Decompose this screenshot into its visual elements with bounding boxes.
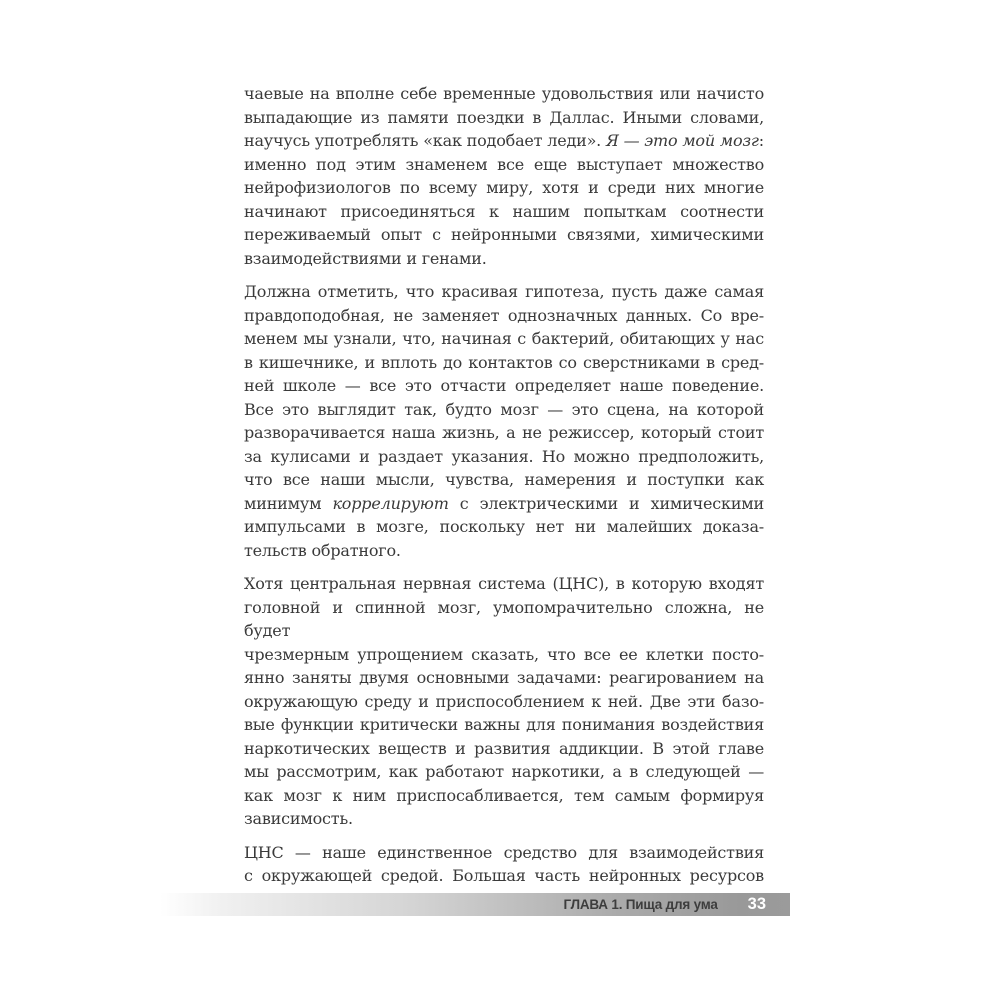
text-line: янно заняты двумя основными задачами: реагированием на [244,668,764,687]
text-segment: минимум [244,493,333,513]
text-line: именно под этим знаменем все еще выступает множество [244,154,764,174]
paragraph [244,82,764,270]
text-line: начинают присоединяться к нашим попыткам соотнести [244,201,764,221]
text-line: Все это выглядит так, будто мозг — это сцена, на которой [244,399,764,419]
page-number: 33 [747,895,766,913]
text-line: в кишечнике, и вплоть до контактов со сверстниками в сред- [244,352,764,372]
text-segment: : [758,131,764,150]
text-line: чрезмерным упрощением сказать, что все ее клетки посто- [244,644,764,664]
text-line: за кулисами и раздает указания. Но можно предположить, [244,446,764,466]
text-line: чаевые на вполне себе временные удовольствия или начисто [244,84,764,103]
text-line: вые функции критически важны для понимания воздействия [244,715,764,734]
text-segment: научусь употреблять «как подобает леди». [244,131,606,150]
text-line: выпадающие из памяти поездки в Даллас. Иными словами, [244,107,764,127]
text-line: с окружающей средой. Большая часть нейронных ресурсов [244,866,764,885]
paragraph [244,280,764,562]
text-line: Хотя центральная нервная система (ЦНС), в которую входят [244,574,764,593]
text-line: менем мы узнали, что, начиная с бактерий, обитающих у нас [244,329,764,348]
text-line: окружающую среду и приспособлением к ней. Две эти базо- [244,691,764,711]
paragraph [244,572,764,831]
paragraph [244,841,764,888]
text-line: что все наши мысли, чувства, намерения и поступки как [244,470,764,489]
text-line: ней школе — все это отчасти определяет наше поведение. [244,376,764,395]
text-line: правдоподобная, не заменяет однозначных данных. Со вре- [244,305,764,325]
text-line: нейрофизиологов по всему миру, хотя и среди них многие [244,178,764,197]
text-line: импульсами в мозге, поскольку нет ни малейших доказа- [244,517,764,536]
text-segment: с электрическими и химическими [448,493,765,513]
body-text-column [244,82,764,898]
text-line [244,492,764,516]
text-line: наркотических веществ и развития аддикции. В этой главе [244,738,764,758]
emphasis-text: Я — это мой мозг [605,131,759,150]
text-line: взаимодействиями и генами. [244,248,487,268]
emphasis-text: коррелируют [332,493,449,513]
text-line: головной и спинной мозг, умопомрачительно сложна, не будет [244,597,764,640]
text-line: как мозг к ним приспосабливается, тем самым формируя [244,785,764,805]
text-line: тельств обратного. [244,540,401,560]
text-line: переживаемый опыт с нейронными связями, химическими [244,225,764,244]
text-line: зависимость. [244,809,353,828]
text-line: мы рассмотрим, как работают наркотики, а в следующей — [244,762,764,781]
text-line: ЦНС — наше единственное средство для взаимодействия [244,842,764,862]
text-line: Должна отметить, что красивая гипотеза, пусть даже самая [244,282,764,301]
text-line: разворачивается наша жизнь, а не режиссер, который стоит [244,423,764,442]
footer-bar [160,893,790,916]
text-line [244,129,764,153]
running-footer-chapter: ГЛАВА 1. Пища для ума [563,897,718,912]
